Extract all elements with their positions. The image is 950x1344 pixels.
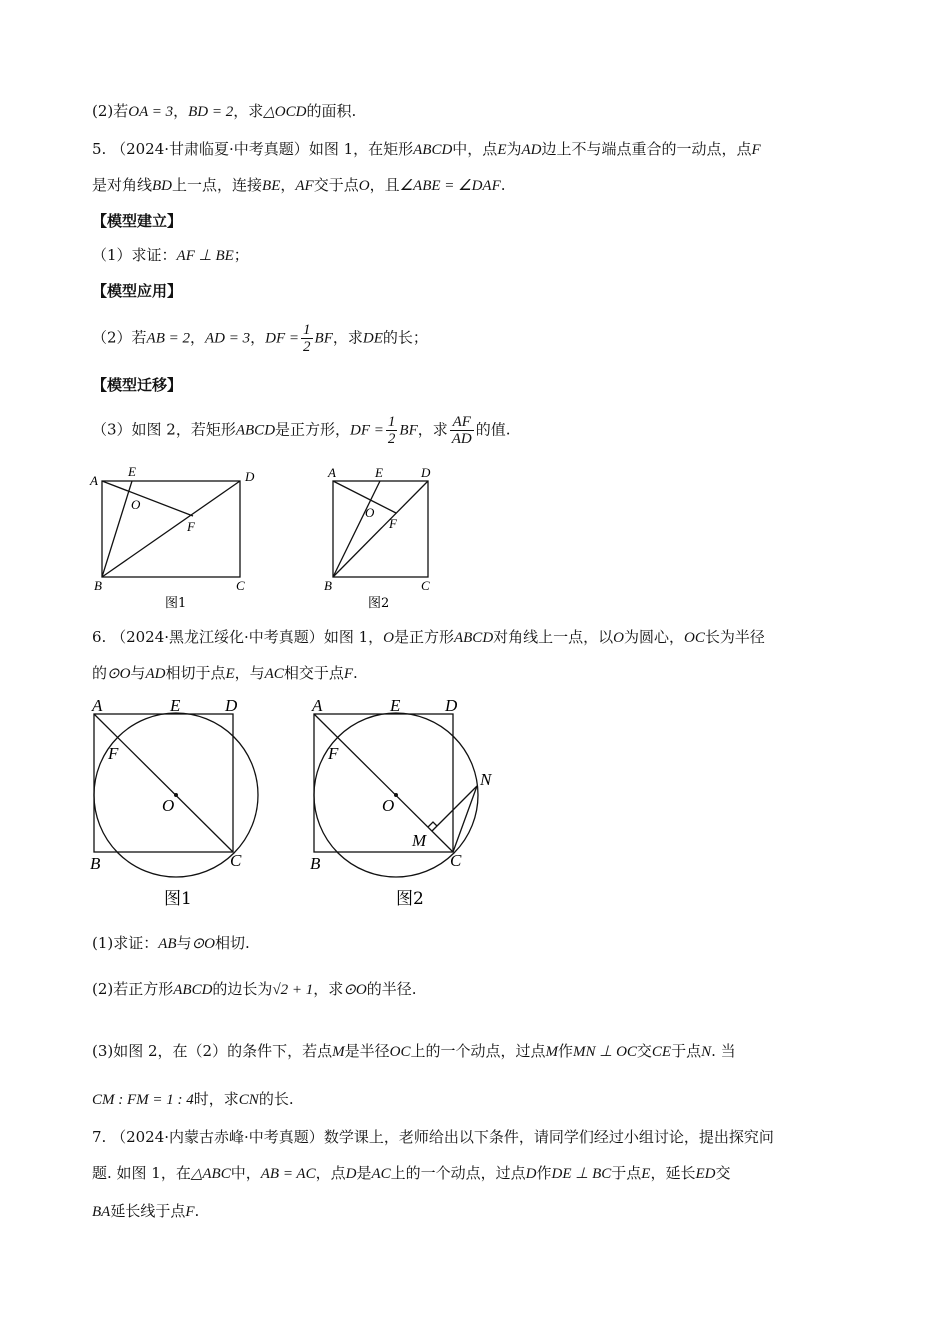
label-D: D	[421, 465, 431, 480]
label-O: O	[365, 505, 375, 520]
label-E: E	[170, 696, 181, 715]
q5-section-model-transfer: 【模型迁移】	[92, 376, 183, 394]
label-F: F	[328, 744, 339, 763]
label-E: E	[390, 696, 401, 715]
q5-section-model-build: 【模型建立】	[92, 212, 183, 230]
q6-part2: (2)若正方形ABCD的边长为√2 + 1，求⊙O的半径.	[92, 980, 417, 998]
label-B: B	[324, 578, 332, 593]
label-F: F	[108, 744, 119, 763]
label-M: M	[412, 831, 427, 850]
diagonal-bd	[333, 481, 428, 577]
fraction-half: $\frac{1}{2}$	[303, 322, 311, 355]
q6-line2: 的⊙O与AD相切于点E，与AC相交于点F.	[92, 664, 358, 682]
q4-part2-line: (2)若OA = 3，BD = 2，求△OCD的面积.	[92, 102, 357, 120]
label-F: F	[389, 516, 397, 531]
label-C: C	[450, 851, 462, 870]
figure2-caption: 图2	[396, 889, 424, 909]
fraction-half: $\frac{1}{2}$	[387, 414, 396, 447]
q5-part1: （1）求证：AF ⊥ BE；	[92, 246, 249, 264]
diagonal-ac	[314, 714, 453, 852]
label-D: D	[445, 696, 458, 715]
label-E: E	[375, 465, 383, 480]
segment-be	[102, 481, 132, 577]
label-B: B	[310, 854, 321, 873]
q5-line2: 是对角线BD上一点，连接BE，AF交于点O，且∠ABE = ∠DAF.	[92, 176, 506, 194]
label-B: B	[94, 578, 102, 593]
label-O: O	[162, 796, 175, 815]
segment-af	[102, 481, 193, 516]
label-E: E	[128, 464, 136, 479]
diagonal-bd	[102, 481, 240, 577]
label-C: C	[230, 851, 242, 870]
label-N: N	[480, 770, 492, 789]
label-A: A	[312, 696, 323, 715]
label-O: O	[131, 497, 141, 512]
center-point-o	[174, 793, 178, 797]
label-O: O	[382, 796, 395, 815]
label-F: F	[187, 519, 195, 534]
q5-figure1-diagram	[84, 462, 274, 612]
figure1-caption: 图1	[164, 889, 192, 909]
segment-mn	[432, 786, 477, 831]
q6-figure1-diagram	[84, 692, 274, 912]
q6-line1: 6. （2024·黑龙江绥化·中考真题）如图 1，O是正方形ABCD对角线上一点，以O为圆心，OC长为半径	[92, 628, 765, 646]
label-D: D	[225, 696, 238, 715]
label-A: A	[90, 473, 98, 488]
label-C: C	[236, 578, 245, 593]
q5-line1: 5. （2024·甘肃临夏·中考真题）如图 1，在矩形ABCD中，点E为AD边上不与端点重合的一动点，点F	[92, 140, 761, 158]
label-C: C	[421, 578, 430, 593]
q5-figure2-diagram	[318, 462, 438, 612]
q7-line2: 题. 如图 1，在△ABC中，AB = AC，点D是AC上的一个动点，过点D作DE ⊥ BC于点E，延长ED交	[92, 1164, 731, 1182]
q7-line1: 7. （2024·内蒙古赤峰·中考真题）数学课上，老师给出以下条件，请同学们经过小组讨论，提出探究问	[92, 1128, 774, 1146]
figure2-caption: 图2	[368, 596, 390, 611]
diagonal-ac	[94, 714, 233, 852]
fraction-af-ad: $\frac{AF}{AD}$	[451, 414, 472, 447]
center-point-o	[394, 793, 398, 797]
q6-part3-line1: (3)如图 2，在（2）的条件下，若点M是半径OC上的一个动点，过点M作MN ⊥ OC交CE于点N. 当	[92, 1042, 736, 1060]
q7-line3: BA延长线于点F.	[92, 1202, 200, 1220]
q6-part3-line2: CM : FM = 1 : 4时，求CN的长.	[92, 1090, 294, 1108]
segment-be	[333, 481, 380, 577]
segment-cn	[453, 786, 477, 852]
label-A: A	[92, 696, 103, 715]
q6-part1: (1)求证：AB与⊙O相切.	[92, 934, 250, 952]
right-angle-mark	[428, 822, 437, 827]
q5-part3: （3）如图 2，若矩形ABCD是正方形，DF = $\frac{1}{2}$ BF，求 $\frac{AF}{AD}$ 的值.	[92, 414, 511, 447]
label-B: B	[90, 854, 101, 873]
figure1-caption: 图1	[165, 596, 187, 611]
label-D: D	[245, 469, 255, 484]
label-A: A	[328, 465, 336, 480]
q6-figure2-diagram	[304, 692, 504, 912]
q5-part2: （2）若AB = 2，AD = 3，DF = $\frac{1}{2}$ BF，求DE的长；	[92, 322, 428, 355]
q5-section-model-apply: 【模型应用】	[92, 282, 183, 300]
